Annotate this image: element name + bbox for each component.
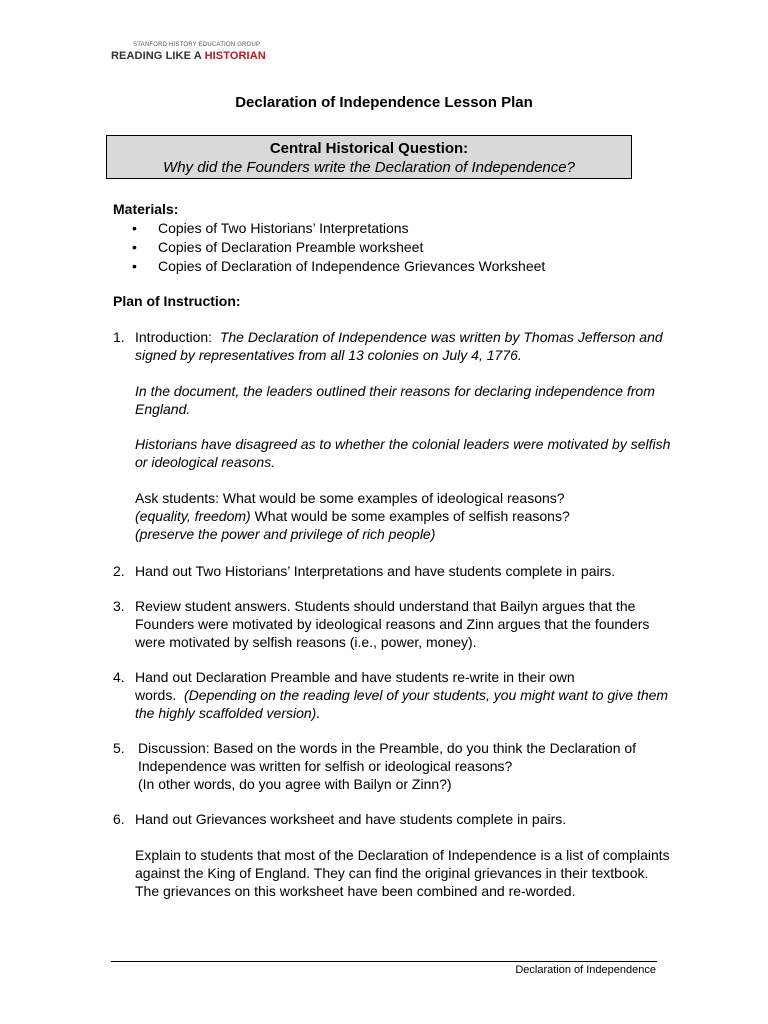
step-number: 2. bbox=[113, 563, 125, 579]
step-number: 6. bbox=[113, 811, 125, 827]
step-4-text: Hand out Declaration Preamble and have students re-write in their own words. (Depending on the reading level of your students, you might want to give them the highly scaffolded version). bbox=[135, 669, 669, 721]
central-question-heading: Central Historical Question: bbox=[269, 140, 469, 157]
rlh-logo bbox=[111, 41, 266, 63]
logo-org-text: STANFORD HISTORY EDUCATION GROUP bbox=[133, 42, 261, 48]
footer-divider bbox=[111, 961, 657, 962]
page-title: Declaration of Independence Lesson Plan bbox=[235, 94, 533, 111]
list-item: • Copies of Two Historians’ Interpretations bbox=[132, 220, 409, 236]
step-2-text: Hand out Two Historians’ Interpretations and have students complete in pairs. bbox=[135, 563, 616, 579]
materials-heading: Materials: bbox=[113, 201, 179, 217]
logo-wordmark-dark: READING LIKE A bbox=[111, 50, 205, 62]
step-3-text: Review student answers. Students should understand that Bailyn argues that the Founders were motivated by ideological reasons and Zinn argues that the founders were motivated by selfish reasons (i.e., power, money). bbox=[135, 598, 650, 650]
materials-list bbox=[130, 219, 545, 276]
step-5 bbox=[113, 739, 673, 793]
step-6-text: Hand out Grievances worksheet and have students complete in pairs. bbox=[135, 811, 567, 827]
logo-wordmark bbox=[111, 49, 266, 63]
step-3 bbox=[113, 597, 673, 651]
list-item: • Copies of Declaration Preamble worksheet bbox=[132, 239, 424, 255]
bullet-icon: • bbox=[132, 239, 137, 255]
step-number: 3. bbox=[113, 598, 125, 614]
step-1 bbox=[113, 328, 673, 364]
logo-wordmark-red: HISTORIAN bbox=[204, 50, 266, 62]
plan-heading: Plan of Instruction: bbox=[113, 293, 241, 309]
step-6-para-2: Explain to students that most of the Declaration of Independence is a list of complaints against the King of England. They can find the original grievances in their textbook. The grievances on this worksheet have been combined and re-worded. bbox=[135, 847, 670, 899]
step-number: 5. bbox=[113, 740, 125, 756]
step-2 bbox=[113, 562, 673, 580]
central-question-text: Why did the Founders write the Declaration of Independence? bbox=[163, 159, 575, 176]
step-6 bbox=[113, 810, 673, 828]
step-5-text: Discussion: Based on the words in the Preamble, do you think the Declaration of Independence was written for selfish or ideological reasons? (In other words, do you agree with Bailyn or Zinn?) bbox=[138, 740, 637, 792]
bullet-icon: • bbox=[132, 258, 137, 274]
step-1-text: Introduction: The Declaration of Independence was written by Thomas Jefferson and signed by representatives from all 13 colonies on July 4, 1776. bbox=[135, 329, 663, 363]
step-1-para-3: Historians have disagreed as to whether the colonial leaders were motivated by selfish or ideological reasons. bbox=[135, 436, 671, 470]
footer-label: Declaration of Independence bbox=[515, 964, 656, 976]
step-1-ask-students: Ask students: What would be some examples of ideological reasons? (equality, freedom) What would be some examples of selfish reasons? (preserve the power and privilege of rich people) bbox=[135, 490, 570, 542]
step-4 bbox=[113, 668, 673, 722]
step-number: 1. bbox=[113, 329, 125, 345]
central-question-box bbox=[106, 135, 632, 179]
list-item: • Copies of Declaration of Independence Grievances Worksheet bbox=[132, 258, 546, 274]
bullet-icon: • bbox=[132, 220, 137, 236]
step-1-para-2: In the document, the leaders outlined their reasons for declaring independence from England. bbox=[135, 383, 655, 417]
step-number: 4. bbox=[113, 669, 125, 685]
